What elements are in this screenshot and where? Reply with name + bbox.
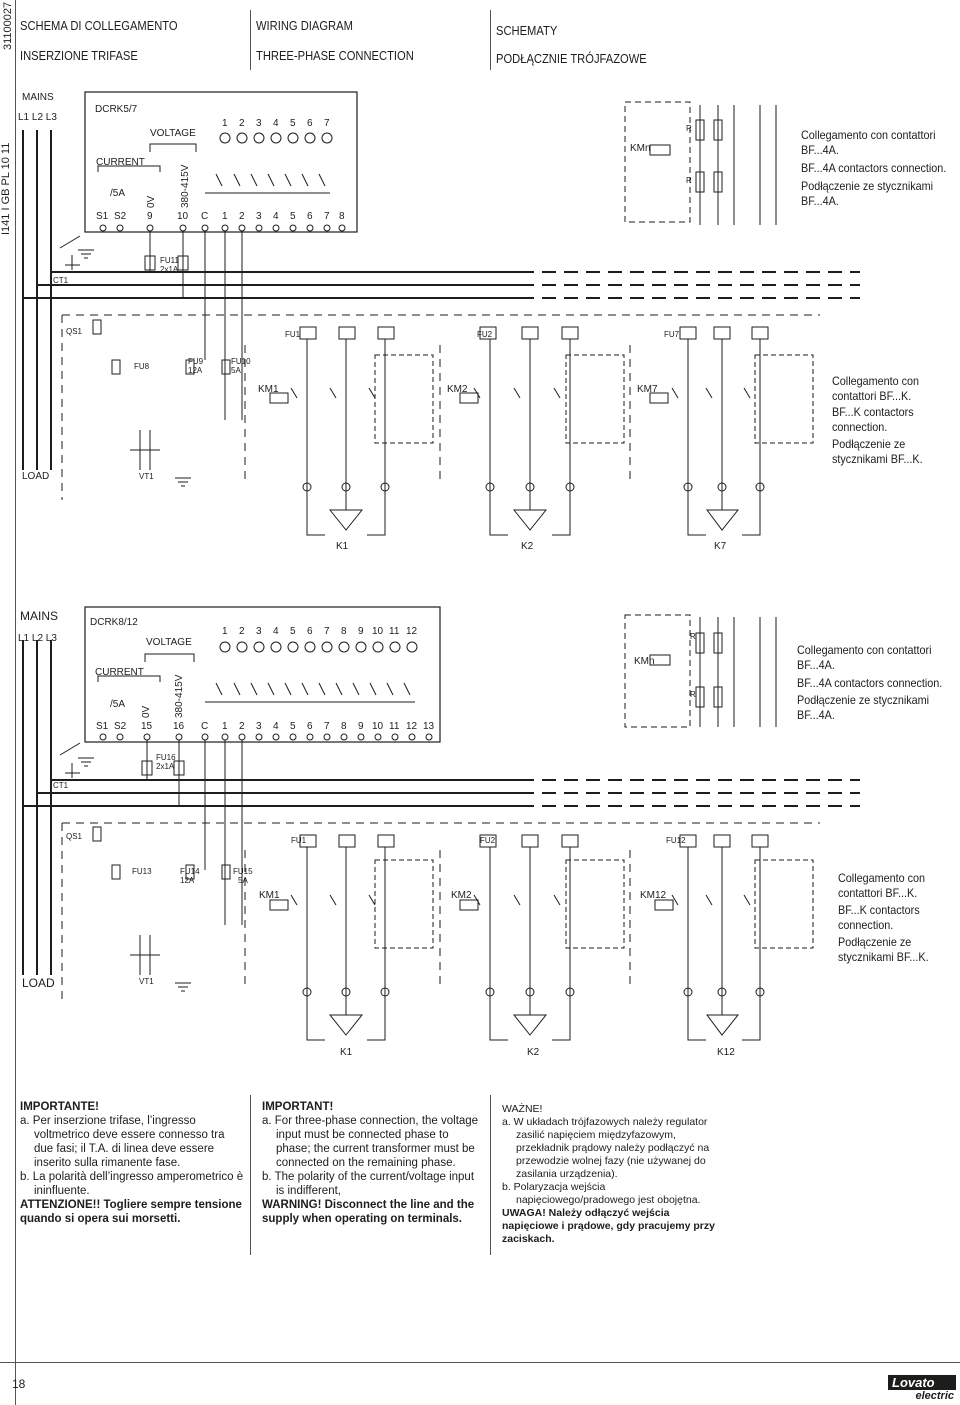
- d2-terminal: S2: [114, 721, 127, 732]
- note-it-a: a. Per inserzione trifase, l’ingresso voltmetrico deve essere connesso tra due fasi; il T.A. di linea deve essere inserito sulla rimanente fase.: [20, 1115, 225, 1169]
- d1-lamp-number: 3: [256, 118, 262, 129]
- d1-terminal: 7: [324, 211, 330, 222]
- note-en-a: a. For three-phase connection, the voltage input must be connected phase to phase; the current transformer must be connected on the remaining phase.: [262, 1115, 479, 1169]
- header-en-subtitle: THREE-PHASE CONNECTION: [256, 48, 414, 63]
- d2-note-k-line5: Podłączenie ze: [838, 935, 912, 949]
- d2-lamp-number: 4: [273, 626, 279, 637]
- d2-kmn-label: KMn: [634, 656, 655, 667]
- note-pl-warning: UWAGA! Należy odłączyć wejścia napięciowe i prądowe, gdy pracujemy przy zaciskach.: [502, 1207, 715, 1245]
- note-italian: [20, 1100, 245, 1226]
- d2-step-fuse: FU1: [291, 836, 307, 845]
- d2-terminal: 3: [256, 721, 262, 732]
- d2-terminal: 15: [141, 721, 153, 732]
- d2-terminal: C: [201, 721, 209, 732]
- d2-phases-label: L1 L2 L3: [18, 633, 57, 644]
- d1-capacitor: K2: [521, 541, 534, 552]
- d1-capacitor: K7: [714, 541, 727, 552]
- d2-fuse-ctrl: FU16: [156, 753, 176, 762]
- note-en-title: IMPORTANT!: [262, 1101, 334, 1113]
- d2-lamp-number: 6: [307, 626, 313, 637]
- d2-lamp-number: 2: [239, 626, 245, 637]
- d2-terminal: 7: [324, 721, 330, 732]
- note-en-b: b. The polarity of the current/voltage input is indifferent,: [262, 1171, 475, 1197]
- header-it-subtitle: INSERZIONE TRIFASE: [20, 48, 138, 63]
- d2-contactor: KM1: [259, 890, 280, 901]
- d1-lamp-number: 1: [222, 118, 228, 129]
- notes-divider-1: [250, 1095, 251, 1255]
- d1-terminal: 8: [339, 211, 345, 222]
- page-number: 18: [12, 1377, 26, 1391]
- d1-fuse-a: FU9: [188, 357, 204, 366]
- d2-fuse-b-rating: 5A: [238, 876, 248, 885]
- d2-lamp-number: 8: [341, 626, 347, 637]
- note-en-warning: WARNING! Disconnect the line and the supply when operating on terminals.: [262, 1199, 475, 1225]
- d2-terminal: 1: [222, 721, 228, 732]
- d1-fuse-b: FU10: [231, 357, 251, 366]
- d2-vt-label: VT1: [139, 977, 154, 986]
- note-pl-a: a. W układach trójfazowych należy regulator zasilić napięciem międzyfazowym, przekładnik prądowy należy podłączyć na przewodzie wolnej fazy (nie używanej do zasilania urządzenia).: [502, 1116, 710, 1180]
- d1-mains-label: MAINS: [22, 92, 54, 103]
- d2-zero-v-label: 0V: [141, 705, 152, 718]
- d2-terminal: 12: [406, 721, 418, 732]
- notes-divider-2: [490, 1095, 491, 1255]
- d1-step-fuse: FU2: [477, 330, 493, 339]
- d1-terminal: 4: [273, 211, 279, 222]
- d2-note-4a-line4: Podłączenie ze stycznikami: [797, 693, 930, 707]
- d1-fuse-ctrl: FU11: [160, 256, 179, 265]
- d1-current-label: CURRENT: [96, 157, 145, 168]
- d2-fuse-a: FU14: [180, 867, 200, 876]
- d2-ct-rating: /5A: [110, 699, 126, 710]
- d1-resistor-label: R: [686, 176, 692, 185]
- d2-fuse-vt: FU13: [132, 867, 152, 876]
- d1-terminal: 9: [147, 211, 153, 222]
- d1-terminal: 10: [177, 211, 189, 222]
- d1-contactor: KM1: [258, 384, 279, 395]
- d1-terminal: 5: [290, 211, 296, 222]
- d2-terminal: 13: [423, 721, 435, 732]
- d2-note-4a-line1: Collegamento con contattori: [797, 643, 932, 657]
- d2-lamp-number: 11: [389, 626, 400, 637]
- d2-lamp-number: 7: [324, 626, 330, 637]
- d2-capacitor: K2: [527, 1047, 540, 1058]
- brand-logo: [888, 1375, 956, 1403]
- d2-lamp-number: 1: [222, 626, 228, 637]
- d1-fuse-a-rating: 12A: [188, 366, 203, 375]
- d2-lamp-number: 10: [372, 626, 384, 637]
- d2-note-4a-line5: BF...4A.: [797, 708, 835, 722]
- note-pl-b: b. Polaryzacja wejścia napięciowego/pradowego jest obojętna.: [502, 1181, 701, 1206]
- side-code: I141 I GB PL 10 11: [0, 142, 12, 235]
- document-code: 31100027: [2, 1, 14, 50]
- d1-terminal: 3: [256, 211, 262, 222]
- header-pl-subtitle: PODŁĄCZNIE TRÓJFAZOWE: [496, 51, 647, 66]
- d2-terminal: 9: [358, 721, 364, 732]
- d2-capacitor: K12: [717, 1047, 735, 1058]
- d1-fuse-b-rating: 5A: [231, 366, 241, 375]
- d1-lamp-number: 2: [239, 118, 245, 129]
- d1-note-4a-line3: BF...4A contactors connection.: [801, 161, 947, 175]
- d1-contactor: KM2: [447, 384, 468, 395]
- d2-fuse-a-rating: 12A: [180, 876, 195, 885]
- d2-lamp-number: 9: [358, 626, 364, 637]
- d1-fuse-ctrl-rating: 2x1A: [160, 265, 179, 274]
- d1-terminal: S2: [114, 211, 127, 222]
- d2-range-v-label: 380-415V: [174, 674, 185, 718]
- d1-note-4a-line5: BF...4A.: [801, 194, 839, 208]
- d2-load-label: LOAD: [22, 976, 55, 990]
- d1-step-fuse: FU7: [664, 330, 680, 339]
- d1-fuse-vt: FU8: [134, 362, 150, 371]
- d2-device-label: DCRK8/12: [90, 617, 138, 628]
- note-it-warning: ATTENZIONE!! Togliere sempre tensione quando si opera sui morsetti.: [20, 1199, 242, 1225]
- d2-mains-label: MAINS: [20, 609, 59, 623]
- d2-capacitor: K1: [340, 1047, 353, 1058]
- d1-capacitor: K1: [336, 541, 349, 552]
- d1-note-k-line1: Collegamento con: [832, 374, 920, 388]
- header-en-title: WIRING DIAGRAM: [256, 18, 353, 33]
- d2-lamp-number: 5: [290, 626, 296, 637]
- d2-note-4a-line2: BF...4A.: [797, 658, 835, 672]
- d2-resistor-label: R: [690, 690, 696, 699]
- d1-terminal: 2: [239, 211, 245, 222]
- d2-terminal: 10: [372, 721, 384, 732]
- d1-lamp-number: 7: [324, 118, 330, 129]
- d2-step-fuse: FU12: [666, 836, 686, 845]
- footer-rule: [0, 1362, 960, 1363]
- d1-load-label: LOAD: [22, 471, 50, 482]
- d1-resistor-label: R: [686, 124, 692, 133]
- d1-device-label: DCRK5/7: [95, 104, 138, 115]
- brand-logo-mark: Lovato: [888, 1375, 956, 1390]
- d2-contactor: KM2: [451, 890, 472, 901]
- d2-contactor: KM12: [640, 890, 667, 901]
- d1-contactor: KM7: [637, 384, 658, 395]
- d2-qs-label: QS1: [66, 832, 83, 841]
- d2-terminal: 5: [290, 721, 296, 732]
- d2-voltage-label: VOLTAGE: [146, 637, 192, 648]
- note-it-title: IMPORTANTE!: [20, 1101, 100, 1113]
- d2-note-k-line1: Collegamento con: [838, 871, 926, 885]
- d2-resistor-label: R: [690, 632, 696, 641]
- d1-note-k-line5: Podłączenie ze: [832, 437, 906, 451]
- d1-terminal: 1: [222, 211, 228, 222]
- d1-step-fuse: FU1: [285, 330, 301, 339]
- d2-lamp-number: 3: [256, 626, 262, 637]
- d1-phases-label: L1 L2 L3: [18, 112, 57, 123]
- note-english: [262, 1100, 484, 1226]
- d1-note-k-line2: contattori BF...K.: [832, 389, 912, 403]
- d2-note-4a-line3: BF...4A contactors connection.: [797, 676, 943, 690]
- header-pl-title: SCHEMATY: [496, 23, 558, 38]
- header-it-title: SCHEMA DI COLLEGAMENTO: [20, 18, 178, 33]
- note-pl-title: WAŻNE!: [502, 1103, 543, 1115]
- d1-qs-label: QS1: [66, 327, 83, 336]
- d1-lamp-number: 6: [307, 118, 313, 129]
- note-polish: [502, 1103, 722, 1246]
- brand-logo-sub: electric: [915, 1390, 954, 1402]
- d2-fuse-b: FU15: [233, 867, 253, 876]
- d2-fuse-ctrl-rating: 2x1A: [156, 762, 175, 771]
- d2-terminal: 2: [239, 721, 245, 732]
- d2-terminal: 4: [273, 721, 279, 732]
- d2-note-k-line2: contattori BF...K.: [838, 886, 918, 900]
- d1-note-4a-line4: Podłączenie ze stycznikami: [801, 179, 934, 193]
- d2-note-k-line6: stycznikami BF...K.: [838, 950, 929, 964]
- wiring-diagram-1-drawing: [0, 0, 960, 600]
- d2-lamp-number: 12: [406, 626, 418, 637]
- d1-note-4a-line1: Collegamento con contattori: [801, 128, 936, 142]
- d1-note-k-line4: connection.: [832, 420, 888, 434]
- d2-current-label: CURRENT: [95, 667, 144, 678]
- d1-ct-rating: /5A: [110, 188, 126, 199]
- d2-note-k-line3: BF...K contactors: [838, 903, 920, 917]
- d1-lamp-number: 4: [273, 118, 279, 129]
- d1-lamp-number: 5: [290, 118, 296, 129]
- d1-ct-label: CT1: [53, 276, 69, 285]
- d1-note-4a-line2: BF...4A.: [801, 143, 839, 157]
- d2-step-fuse: FU2: [480, 836, 496, 845]
- d2-terminal: S1: [96, 721, 109, 732]
- d1-terminal: 6: [307, 211, 313, 222]
- d1-range-v-label: 380-415V: [180, 164, 191, 208]
- d1-note-k-line6: stycznikami BF...K.: [832, 452, 923, 466]
- d2-terminal: 11: [389, 721, 400, 732]
- d2-terminal: 6: [307, 721, 313, 732]
- d1-zero-v-label: 0V: [146, 195, 157, 208]
- d1-note-k-line3: BF...K contactors: [832, 405, 914, 419]
- d1-terminal: S1: [96, 211, 109, 222]
- d2-terminal: 8: [341, 721, 347, 732]
- note-it-b: b. La polarità dell’ingresso amperometrico è ininfluente.: [20, 1171, 244, 1197]
- d2-ct-label: CT1: [53, 781, 69, 790]
- d2-terminal: 16: [173, 721, 185, 732]
- d1-vt-label: VT1: [139, 472, 154, 481]
- d1-kmn-label: KMn: [630, 143, 651, 154]
- d1-terminal: C: [201, 211, 209, 222]
- d2-note-k-line4: connection.: [838, 918, 894, 932]
- d1-voltage-label: VOLTAGE: [150, 128, 196, 139]
